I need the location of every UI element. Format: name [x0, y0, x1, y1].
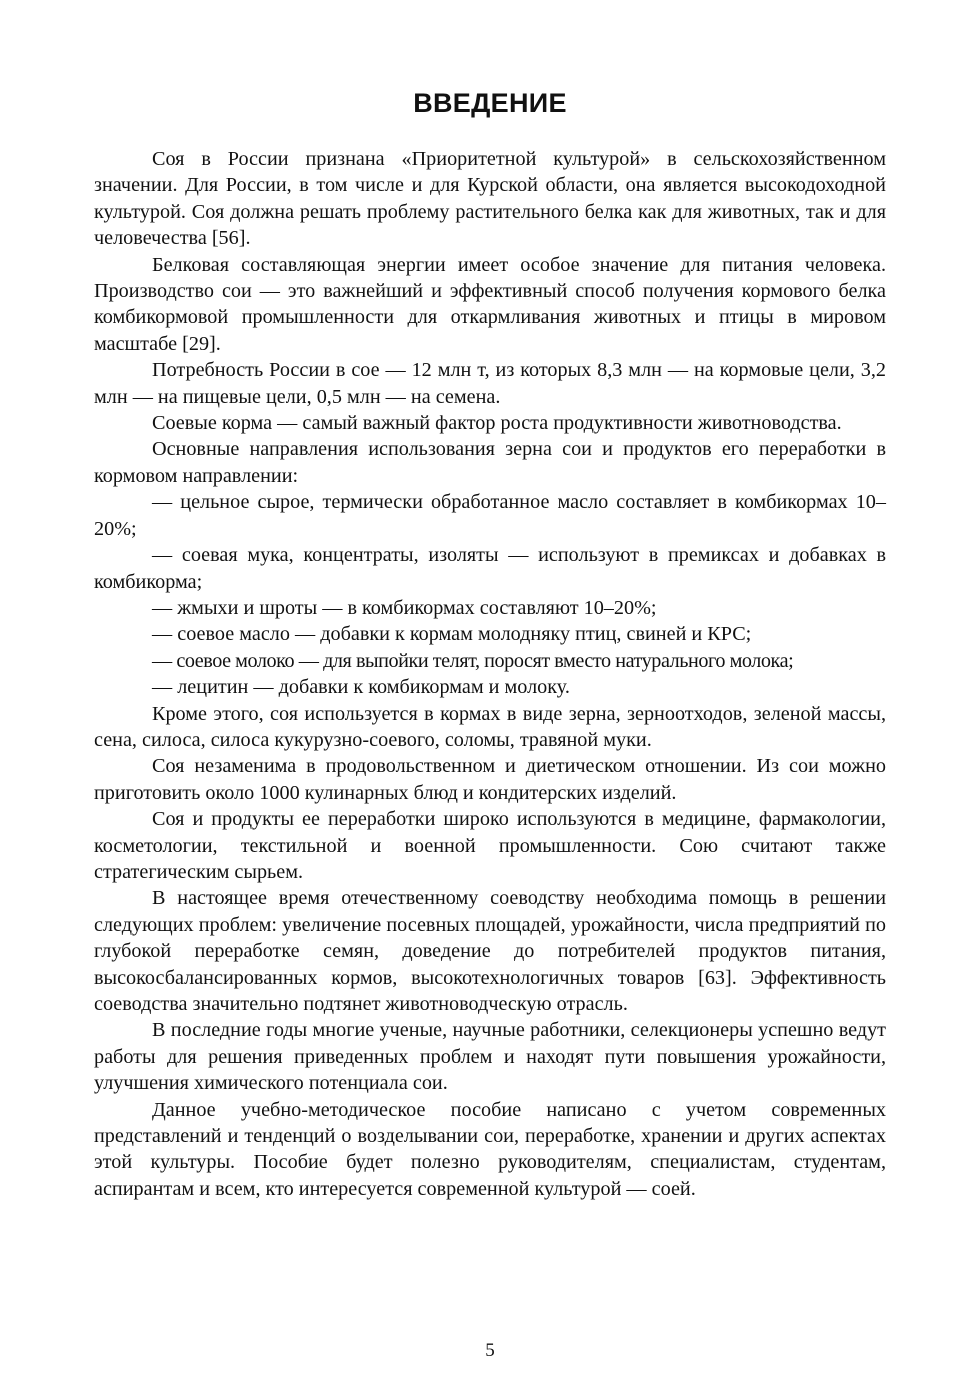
list-item: — соевое молоко — для выпойки телят, поросят вместо натурального молока;	[152, 649, 794, 672]
paragraph: Данное учебно-методическое пособие написано с учетом современных представлений и тенденций о возделывании сои, переработке, хранении и других аспектах этой культуры. Пособие будет полезно руководителям, специалистам, студентам, аспирантам и всем, кто интересуется современной культурой — соей.	[94, 1098, 886, 1200]
paragraph: Потребность России в сое — 12 млн т, из которых 8,3 млн — на кормовые цели, 3,2 млн — на пищевые цели, 0,5 млн — на семена.	[94, 359, 886, 408]
page-title: ВВЕДЕНИЕ	[413, 88, 567, 118]
list-item: — жмыхи и шроты — в комбикормах составляют 10–20%;	[152, 596, 657, 619]
paragraph: Кроме этого, соя используется в кормах в виде зерна, зерноотходов, зеленой массы, сена, силоса, силоса кукурузно-соевого, соломы, травяной муки.	[94, 702, 886, 751]
paragraph: В настоящее время отечественному соеводству необходима помощь в решении следующих проблем: увеличение посевных площадей, урожайности, числа предприятий по глубокой переработке семян, доведение до потребителей продуктов питания, высокосбалансированных кормов, высокотехнологичных товаров [63]. Эффективность соеводства значительно подтянет животноводческую отрасль.	[94, 887, 886, 1015]
list-item: — цельное сырое, термически обработанное масло составляет в комбикормах 10–20%;	[94, 491, 886, 540]
body-text	[94, 146, 886, 1202]
list-item: — соевое масло — добавки к кормам молодняку птиц, свиней и КРС;	[152, 623, 752, 646]
page-number: 5	[485, 1340, 495, 1361]
paragraph: Соевые корма — самый важный фактор роста продуктивности животноводства.	[152, 412, 842, 435]
paragraph: Основные направления использования зерна сои и продуктов его переработки в кормовом направлении:	[94, 438, 886, 487]
paragraph: Соя в России признана «Приоритетной культурой» в сельскохозяйственном значении. Для России, в том числе и для Курской области, она является высокодоходной культурой. Соя должна решать проблему растительного белка как для животных, так и для человечества [56].	[94, 148, 886, 250]
list-item: — лецитин — добавки к комбикормам и молоку.	[152, 676, 570, 699]
paragraph: Белковая составляющая энергии имеет особое значение для питания человека. Производство сои — это важнейший и эффективный способ получения кормового белка комбикормовой промышленности для откармливания животных и птицы в мировом масштабе [29].	[94, 253, 886, 355]
paragraph: В последние годы многие ученые, научные работники, селекционеры успешно ведут работы для решения приведенных проблем и находят пути повышения урожайности, улучшения химического потенциала сои.	[94, 1019, 886, 1095]
paragraph: Соя и продукты ее переработки широко используются в медицине, фармакологии, косметологии, текстильной и военной промышленности. Сою считают также стратегическим сырьем.	[94, 808, 886, 883]
paragraph: Соя незаменима в продовольственном и диетическом отношении. Из сои можно приготовить около 1000 кулинарных блюд и кондитерских изделий.	[94, 755, 886, 804]
list-item: — соевая мука, концентраты, изоляты — используют в премиксах и добавках в комбикорма;	[94, 544, 886, 593]
